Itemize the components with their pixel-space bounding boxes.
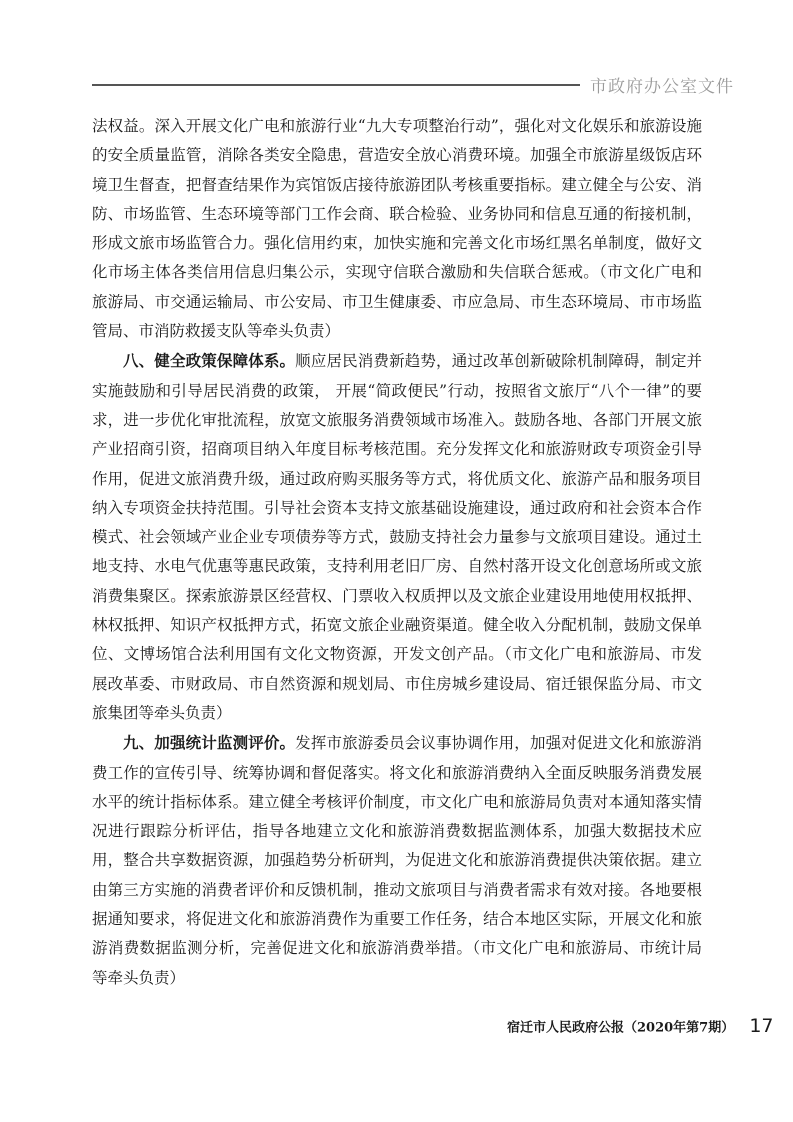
publication-title: 宿迁市人民政府公报（2020年第7期）	[507, 1020, 735, 1036]
section-eight	[92, 346, 702, 728]
document-body	[92, 112, 702, 993]
section-nine	[92, 728, 702, 993]
paragraph-continuation	[92, 112, 702, 346]
header-rule	[92, 84, 580, 86]
paragraph-text: 发挥市旅游委员会议事协调作用，加强对促进文化和旅游消费工作的宣传引导、统筹协调和督促落实。将文化和旅游消费纳入全面反映服务消费发展水平的统计指标体系。建立健全考核评价制度，市文化广电和旅游局负责对本通知落实情况进行跟踪分析评估，指导各地建立文化和旅游消费数据监测体系，加强大数据技术应用，整合共享数据资源，加强趋势分析研判，为促进文化和旅游消费提供决策依据。建立由第三方实施的消费者评价和反馈机制，推动文旅项目与消费者需求有效对接。各地要根据通知要求，将促进文化和旅游消费作为重要工作任务，结合本地区实际，开展文化和旅游消费数据监测分析，完善促进文化和旅游消费举措。（市文化广电和旅游局、市统计局等牵头负责）	[92, 734, 702, 987]
page-footer	[507, 1015, 774, 1037]
header-title: 市政府办公室文件	[590, 77, 734, 97]
page-number: 17	[749, 1015, 774, 1037]
paragraph-text: 顺应居民消费新趋势，通过改革创新破除机制障碍，制定并实施鼓励和引导居民消费的政策， 开展“简政便民”行动，按照省文旅厅“八个一律”的要求，进一步优化审批流程，放宽文旅服务消费领域市场准入。鼓励各地、各部门开展文旅产业招商引资，招商项目纳入年度目标考核范围。充分发挥文化和旅游财政专项资金引导作用，促进文旅消费升级，通过政府购买服务等方式，将优质文化、旅游产品和服务项目纳入专项资金扶持范围。引导社会资本支持文旅基础设施建设，通过政府和社会资本合作模式、社会领域产业企业专项债券等方式，鼓励支持社会力量参与文旅项目建设。通过土地支持、水电气优惠等惠民政策，支持利用老旧厂房、自然村落开设文化创意场所或文旅消费集聚区。探索旅游景区经营权、门票收入权质押以及文旅企业建设用地使用权抵押、林权抵押、知识产权抵押方式，拓宽文旅企业融资渠道。健全收入分配机制，鼓励文保单位、文博场馆合法利用国有文化文物资源，开发文创产品。（市文化广电和旅游局、市发展改革委、市财政局、市自然资源和规划局、市住房城乡建设局、宿迁银保监分局、市文旅集团等牵头负责）	[92, 352, 702, 722]
section-heading: 九、加强统计监测评价。	[123, 733, 296, 753]
paragraph-text: 法权益。深入开展文化广电和旅游行业“九大专项整治行动”，强化对文化娱乐和旅游设施的安全质量监管，消除各类安全隐患，营造安全放心消费环境。加强全市旅游星级饭店环境卫生督查，把督查结果作为宾馆饭店接待旅游团队考核重要指标。建立健全与公安、消防、市场监管、生态环境等部门工作会商、联合检验、业务协同和信息互通的衔接机制，形成文旅市场监管合力。强化信用约束，加快实施和完善文化市场红黑名单制度，做好文化市场主体各类信用信息归集公示，实现守信联合激励和失信联合惩戒。（市文化广电和旅游局、市交通运输局、市公安局、市卫生健康委、市应急局、市生态环境局、市市场监管局、市消防救援支队等牵头负责）	[92, 117, 702, 341]
section-heading: 八、健全政策保障体系。	[123, 351, 296, 371]
